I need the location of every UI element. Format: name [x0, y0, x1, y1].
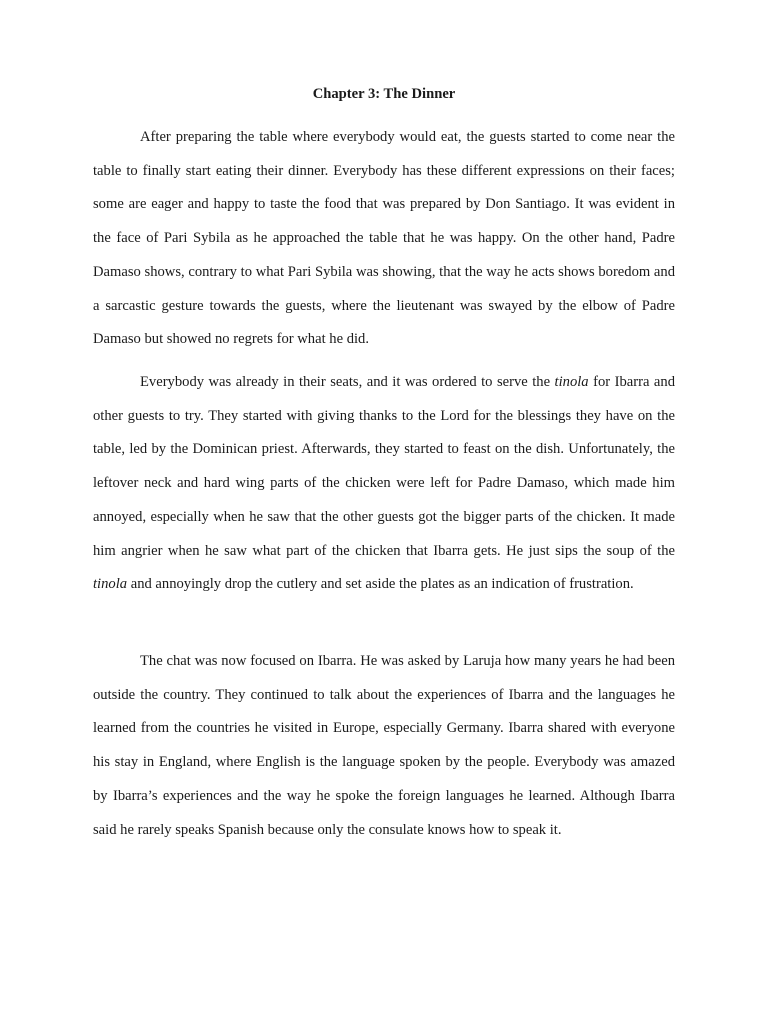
italic-term: tinola: [93, 576, 128, 593]
paragraph-2: [93, 366, 675, 602]
paragraph-3: [93, 645, 675, 847]
paragraph-text: and annoyingly drop the cutlery and set aside the plates as an indication of frustration.: [127, 576, 634, 593]
paragraph-text: After preparing the table where everybody would eat, the guests started to come near the table to finally start eating their dinner. Everybody has these different expressions on their faces; some are eager and happy to taste the food that was prepared by Don Santiago. It was evident in the face of Pari Sybila as he approached the table that he was happy. On the other hand, Padre Damaso shows, contrary to what Pari Sybila was showing, that the way he acts shows boredom and a sarcastic gesture towards the guests, where the lieutenant was swayed by the elbow of Padre Damaso but showed no regrets for what he did.: [93, 129, 675, 348]
paragraph-1: [93, 121, 675, 357]
chapter-title: Chapter 3: The Dinner: [312, 86, 456, 102]
paragraph-text: The chat was now focused on Ibarra. He was asked by Laruja how many years he had been outside the country. They continued to talk about the experiences of Ibarra and the languages he learned from the countries he visited in Europe, especially Germany. Ibarra shared with everyone his stay in England, where English is the language spoken by the people. Everybody was amazed by Ibarra’s experiences and the way he spoke the foreign languages he learned. Although Ibarra said he rarely speaks Spanish because only the consulate knows how to speak it.: [93, 653, 675, 838]
paragraph-text: Everybody was already in their seats, and it was ordered to serve the: [140, 374, 555, 390]
italic-term: tinola: [554, 374, 589, 390]
paragraph-text: for Ibarra and other guests to try. They started with giving thanks to the Lord for the blessings they have on the table, led by the Dominican priest. Afterwards, they started to feast on the dish. Unfortunately, the leftover neck and hard wing parts of the chicken were left for Padre Damaso, which made him annoyed, especially when he saw that the other guests got the bigger parts of the chicken. It made him angrier when he saw what part of the chicken that Ibarra gets. He just sips the soup of the: [93, 374, 675, 559]
